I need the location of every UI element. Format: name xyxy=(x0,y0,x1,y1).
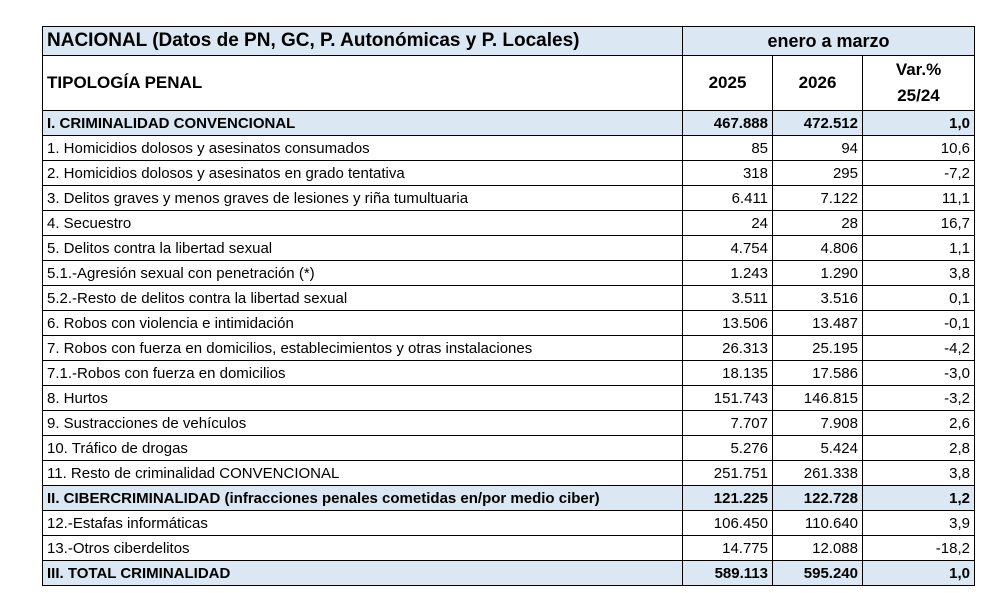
row-value-2026: 4.806 xyxy=(773,236,863,261)
crime-statistics-table-wrapper xyxy=(42,26,975,586)
row-label: 3. Delitos graves y menos graves de lesiones y riña tumultuaria xyxy=(43,186,683,211)
table-row xyxy=(43,411,975,436)
row-value-2025: 7.707 xyxy=(683,411,773,436)
row-value-2026: 1.290 xyxy=(773,261,863,286)
table-row xyxy=(43,461,975,486)
row-value-2026: 25.195 xyxy=(773,336,863,361)
row-label: 4. Secuestro xyxy=(43,211,683,236)
row-label: 9. Sustracciones de vehículos xyxy=(43,411,683,436)
row-value-2025: 151.743 xyxy=(683,386,773,411)
row-value-2025: 26.313 xyxy=(683,336,773,361)
row-label: 6. Robos con violencia e intimidación xyxy=(43,311,683,336)
row-label: III. TOTAL CRIMINALIDAD xyxy=(43,561,683,586)
row-value-2026: 295 xyxy=(773,161,863,186)
row-value-2025: 4.754 xyxy=(683,236,773,261)
column-header-row xyxy=(43,56,975,111)
row-value-2025: 121.225 xyxy=(683,486,773,511)
row-value-2026: 3.516 xyxy=(773,286,863,311)
table-row xyxy=(43,286,975,311)
row-value-2025: 589.113 xyxy=(683,561,773,586)
row-value-2025: 3.511 xyxy=(683,286,773,311)
row-value-2025: 6.411 xyxy=(683,186,773,211)
row-label: 11. Resto de criminalidad CONVENCIONAL xyxy=(43,461,683,486)
row-variation: 1,0 xyxy=(863,561,975,586)
crime-statistics-table xyxy=(42,26,975,586)
table-row xyxy=(43,561,975,586)
row-value-2026: 122.728 xyxy=(773,486,863,511)
tipologia-header: TIPOLOGÍA PENAL xyxy=(43,56,683,111)
table-row xyxy=(43,486,975,511)
row-variation: 2,6 xyxy=(863,411,975,436)
row-value-2026: 261.338 xyxy=(773,461,863,486)
row-value-2025: 318 xyxy=(683,161,773,186)
row-variation: -0,1 xyxy=(863,311,975,336)
table-row xyxy=(43,311,975,336)
row-value-2026: 7.122 xyxy=(773,186,863,211)
row-variation: 1,1 xyxy=(863,236,975,261)
row-value-2025: 24 xyxy=(683,211,773,236)
row-value-2026: 94 xyxy=(773,136,863,161)
row-variation: 3,8 xyxy=(863,461,975,486)
row-value-2025: 106.450 xyxy=(683,511,773,536)
row-variation: 3,8 xyxy=(863,261,975,286)
row-variation: -3,2 xyxy=(863,386,975,411)
row-value-2026: 472.512 xyxy=(773,111,863,136)
row-value-2026: 595.240 xyxy=(773,561,863,586)
row-value-2026: 12.088 xyxy=(773,536,863,561)
row-variation: 1,2 xyxy=(863,486,975,511)
year-2026-header: 2026 xyxy=(773,56,863,111)
table-row xyxy=(43,336,975,361)
row-value-2025: 14.775 xyxy=(683,536,773,561)
row-label: 1. Homicidios dolosos y asesinatos consumados xyxy=(43,136,683,161)
table-row xyxy=(43,536,975,561)
row-label: 13.-Otros ciberdelitos xyxy=(43,536,683,561)
row-value-2026: 13.487 xyxy=(773,311,863,336)
row-label: 5.1.-Agresión sexual con penetración (*) xyxy=(43,261,683,286)
table-row xyxy=(43,236,975,261)
row-value-2025: 1.243 xyxy=(683,261,773,286)
period-header: enero a marzo xyxy=(683,27,975,56)
row-variation: -4,2 xyxy=(863,336,975,361)
variation-header xyxy=(863,56,975,111)
table-row xyxy=(43,111,975,136)
row-variation: -7,2 xyxy=(863,161,975,186)
row-variation: -3,0 xyxy=(863,361,975,386)
row-value-2025: 467.888 xyxy=(683,111,773,136)
row-value-2026: 17.586 xyxy=(773,361,863,386)
row-label: 7. Robos con fuerza en domicilios, establecimientos y otras instalaciones xyxy=(43,336,683,361)
table-row xyxy=(43,436,975,461)
row-variation: 1,0 xyxy=(863,111,975,136)
table-title-row xyxy=(43,27,975,56)
variation-header-line1: Var.% xyxy=(895,60,942,79)
variation-header-line2: 25/24 xyxy=(897,86,940,105)
table-row xyxy=(43,211,975,236)
row-variation: -18,2 xyxy=(863,536,975,561)
row-label: I. CRIMINALIDAD CONVENCIONAL xyxy=(43,111,683,136)
row-label: 7.1.-Robos con fuerza en domicilios xyxy=(43,361,683,386)
table-row xyxy=(43,186,975,211)
row-label: 5. Delitos contra la libertad sexual xyxy=(43,236,683,261)
table-row xyxy=(43,161,975,186)
row-variation: 2,8 xyxy=(863,436,975,461)
row-variation: 10,6 xyxy=(863,136,975,161)
row-value-2026: 5.424 xyxy=(773,436,863,461)
row-value-2026: 28 xyxy=(773,211,863,236)
table-row xyxy=(43,386,975,411)
row-value-2026: 110.640 xyxy=(773,511,863,536)
table-row xyxy=(43,361,975,386)
row-label: 12.-Estafas informáticas xyxy=(43,511,683,536)
row-value-2026: 7.908 xyxy=(773,411,863,436)
row-value-2025: 18.135 xyxy=(683,361,773,386)
row-label: 8. Hurtos xyxy=(43,386,683,411)
year-2025-header: 2025 xyxy=(683,56,773,111)
row-value-2025: 5.276 xyxy=(683,436,773,461)
row-value-2025: 85 xyxy=(683,136,773,161)
row-variation: 3,9 xyxy=(863,511,975,536)
table-row xyxy=(43,136,975,161)
row-label: 5.2.-Resto de delitos contra la libertad sexual xyxy=(43,286,683,311)
table-title: NACIONAL (Datos de PN, GC, P. Autonómicas y P. Locales) xyxy=(43,27,683,56)
row-label: 10. Tráfico de drogas xyxy=(43,436,683,461)
row-label: II. CIBERCRIMINALIDAD (infracciones penales cometidas en/por medio ciber) xyxy=(43,486,683,511)
row-variation: 0,1 xyxy=(863,286,975,311)
row-value-2025: 251.751 xyxy=(683,461,773,486)
row-label: 2. Homicidios dolosos y asesinatos en grado tentativa xyxy=(43,161,683,186)
row-variation: 11,1 xyxy=(863,186,975,211)
row-value-2025: 13.506 xyxy=(683,311,773,336)
row-variation: 16,7 xyxy=(863,211,975,236)
table-row xyxy=(43,511,975,536)
table-row xyxy=(43,261,975,286)
row-value-2026: 146.815 xyxy=(773,386,863,411)
